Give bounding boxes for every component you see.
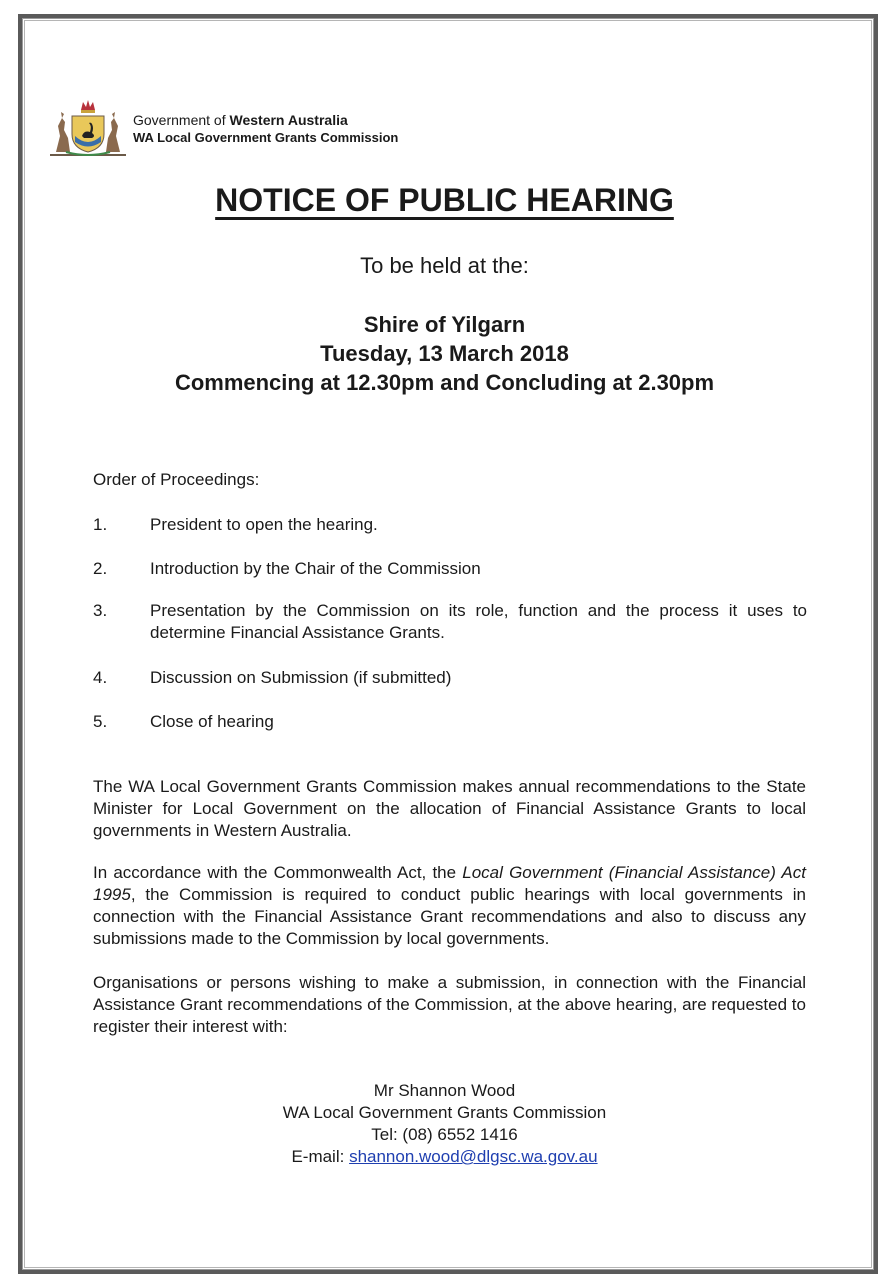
paragraph-intro: The WA Local Government Grants Commission makes annual recommendations to the State Minister for Local Government on the allocation of Financial Assistance Grants to local governments in Western Australia. [93,777,806,840]
paragraph-act-part2: , the Commission is required to conduct public hearings with local governments in connection with the Financial Assistance Grant recommendations and also to discuss any submissions made to the Commission by local governments. [93,885,806,948]
held-at-label: To be held at the: [360,253,529,278]
list-item-number: 5. [93,712,108,731]
contact-org: WA Local Government Grants Commission [282,1103,607,1122]
paragraph-act [93,862,806,950]
wa-coat-of-arms-icon [48,96,128,160]
event-location: Shire of Yilgarn [363,312,526,337]
gov-line [133,112,398,129]
event-time: Commencing at 12.30pm and Concluding at 2.30pm [174,370,715,395]
event-date: Tuesday, 13 March 2018 [320,341,569,366]
list-item-text: Introduction by the Chair of the Commission [150,559,481,578]
email-label: E-mail: [291,1147,350,1166]
order-heading: Order of Proceedings: [93,470,260,489]
list-item-text: Discussion on Submission (if submitted) [150,668,452,687]
act-title: Local Government (Financial Assistance) Act 1995 [93,863,806,904]
list-item-text: Close of hearing [150,712,274,731]
paragraph-act-part1: In accordance with the Commonwealth Act, the [93,863,463,882]
list-item-text: Presentation by the Commission on its role, function and the process it uses to determine Financial Assistance Grants. [150,601,807,642]
commission-name: WA Local Government Grants Commission [133,130,399,145]
list-item-number: 4. [93,668,108,687]
list-item-number: 1. [93,515,108,534]
paragraph-submission: Organisations or persons wishing to make a submission, in connection with the Financial Assistance Grant recommendations of the Commission, at the above hearing, are requested to register their interest with: [93,973,806,1036]
contact-email-line [0,1146,889,1168]
list-item-number: 3. [93,601,108,620]
page-title-text: NOTICE OF PUBLIC HEARING [215,182,674,218]
list-item-number: 2. [93,559,108,578]
page-title [0,182,889,219]
contact-name: Mr Shannon Wood [373,1081,516,1100]
contact-tel: Tel: (08) 6552 1416 [371,1125,518,1144]
gov-state: Western Australia [229,112,348,128]
email-link[interactable]: shannon.wood@dlgsc.wa.gov.au [349,1147,598,1166]
government-header [133,112,398,146]
list-item-text: President to open the hearing. [150,515,378,534]
gov-prefix: Government of [133,112,230,128]
event-details [0,310,889,397]
contact-block [0,1080,889,1168]
